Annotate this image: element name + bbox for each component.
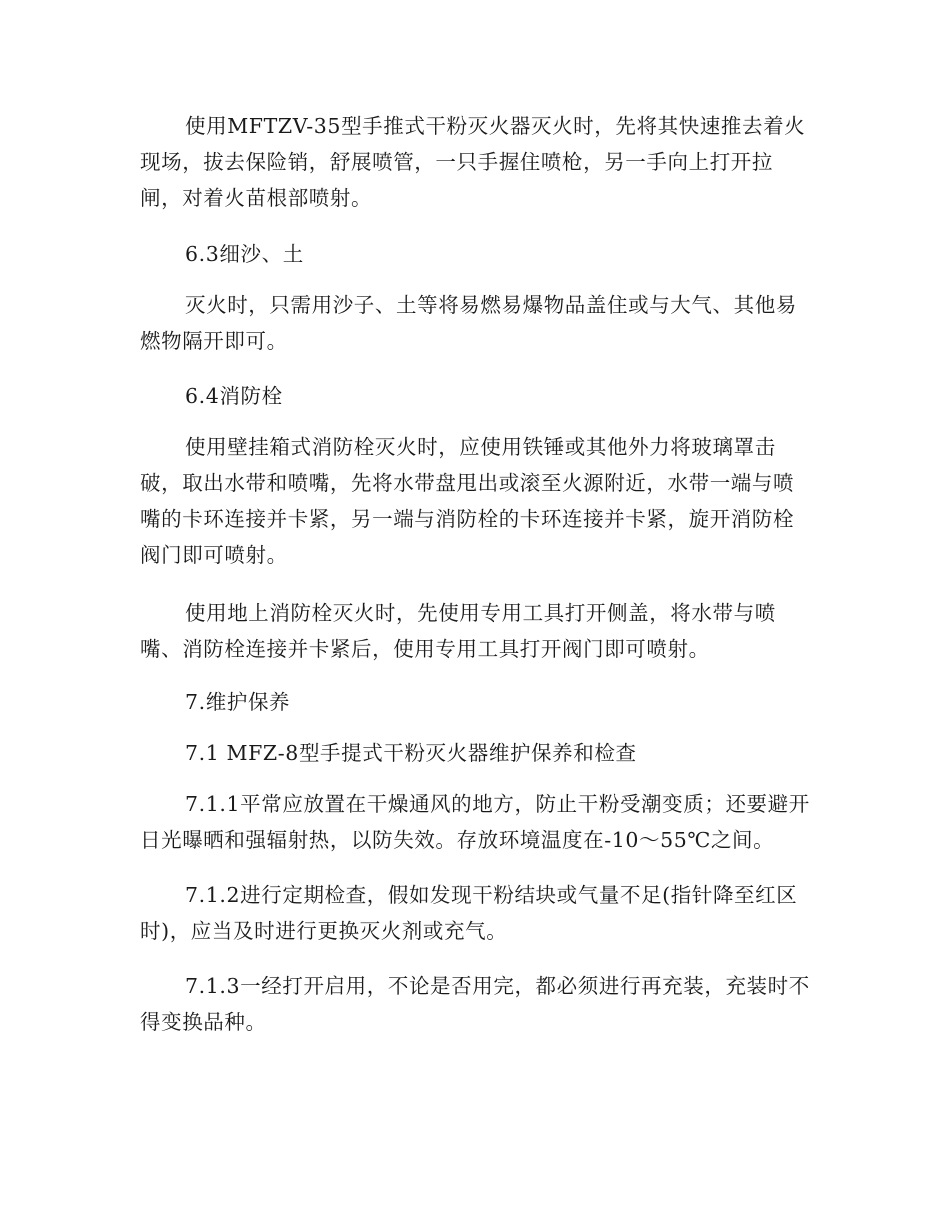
paragraph-sand-soil: 灭火时，只需用沙子、土等将易燃易爆物品盖住或与大气、其他易燃物隔开即可。 — [140, 293, 797, 353]
paragraph-7-1-1: 7.1.1平常应放置在干燥通风的地方，防止干粉受潮变质；还要避开日光曝晒和强辐射热，以防失效。存放环境温度在-10～55℃之间。 — [140, 792, 810, 852]
section-heading-7-1: 7.1 MFZ-8型手提式干粉灭火器维护保养和检查 — [185, 741, 637, 765]
paragraph-ground-hydrant: 使用地上消防栓灭火时，先使用专用工具打开侧盖，将水带与喷嘴、消防栓连接并卡紧后，使用专用工具打开阀门即可喷射。 — [140, 601, 776, 661]
paragraph-mftzv35-usage: 使用MFTZV-35型手推式干粉灭火器灭火时，先将其快速推去着火现场，拔去保险销，舒展喷管，一只手握住喷枪，另一手向上打开拉闸，对着火苗根部喷射。 — [140, 114, 806, 210]
paragraph-wall-hydrant: 使用壁挂箱式消防栓灭火时，应使用铁锤或其他外力将玻璃罩击破，取出水带和喷嘴，先将水带盘甩出或滚至火源附近，水带一端与喷嘴的卡环连接并卡紧，另一端与消防栓的卡环连接并卡紧，旋开消防栓阀门即可喷射。 — [140, 435, 795, 567]
section-heading-7: 7.维护保养 — [185, 690, 291, 714]
section-heading-6-4: 6.4消防栓 — [185, 384, 283, 408]
paragraph-7-1-2: 7.1.2进行定期检查，假如发现干粉结块或气量不足(指针降至红区时)，应当及时进行更换灭火剂或充气。 — [140, 883, 798, 943]
paragraph-7-1-3: 7.1.3一经打开启用，不论是否用完，都必须进行再充装，充装时不得变换品种。 — [140, 974, 810, 1034]
section-heading-6-3: 6.3细沙、土 — [185, 242, 304, 266]
